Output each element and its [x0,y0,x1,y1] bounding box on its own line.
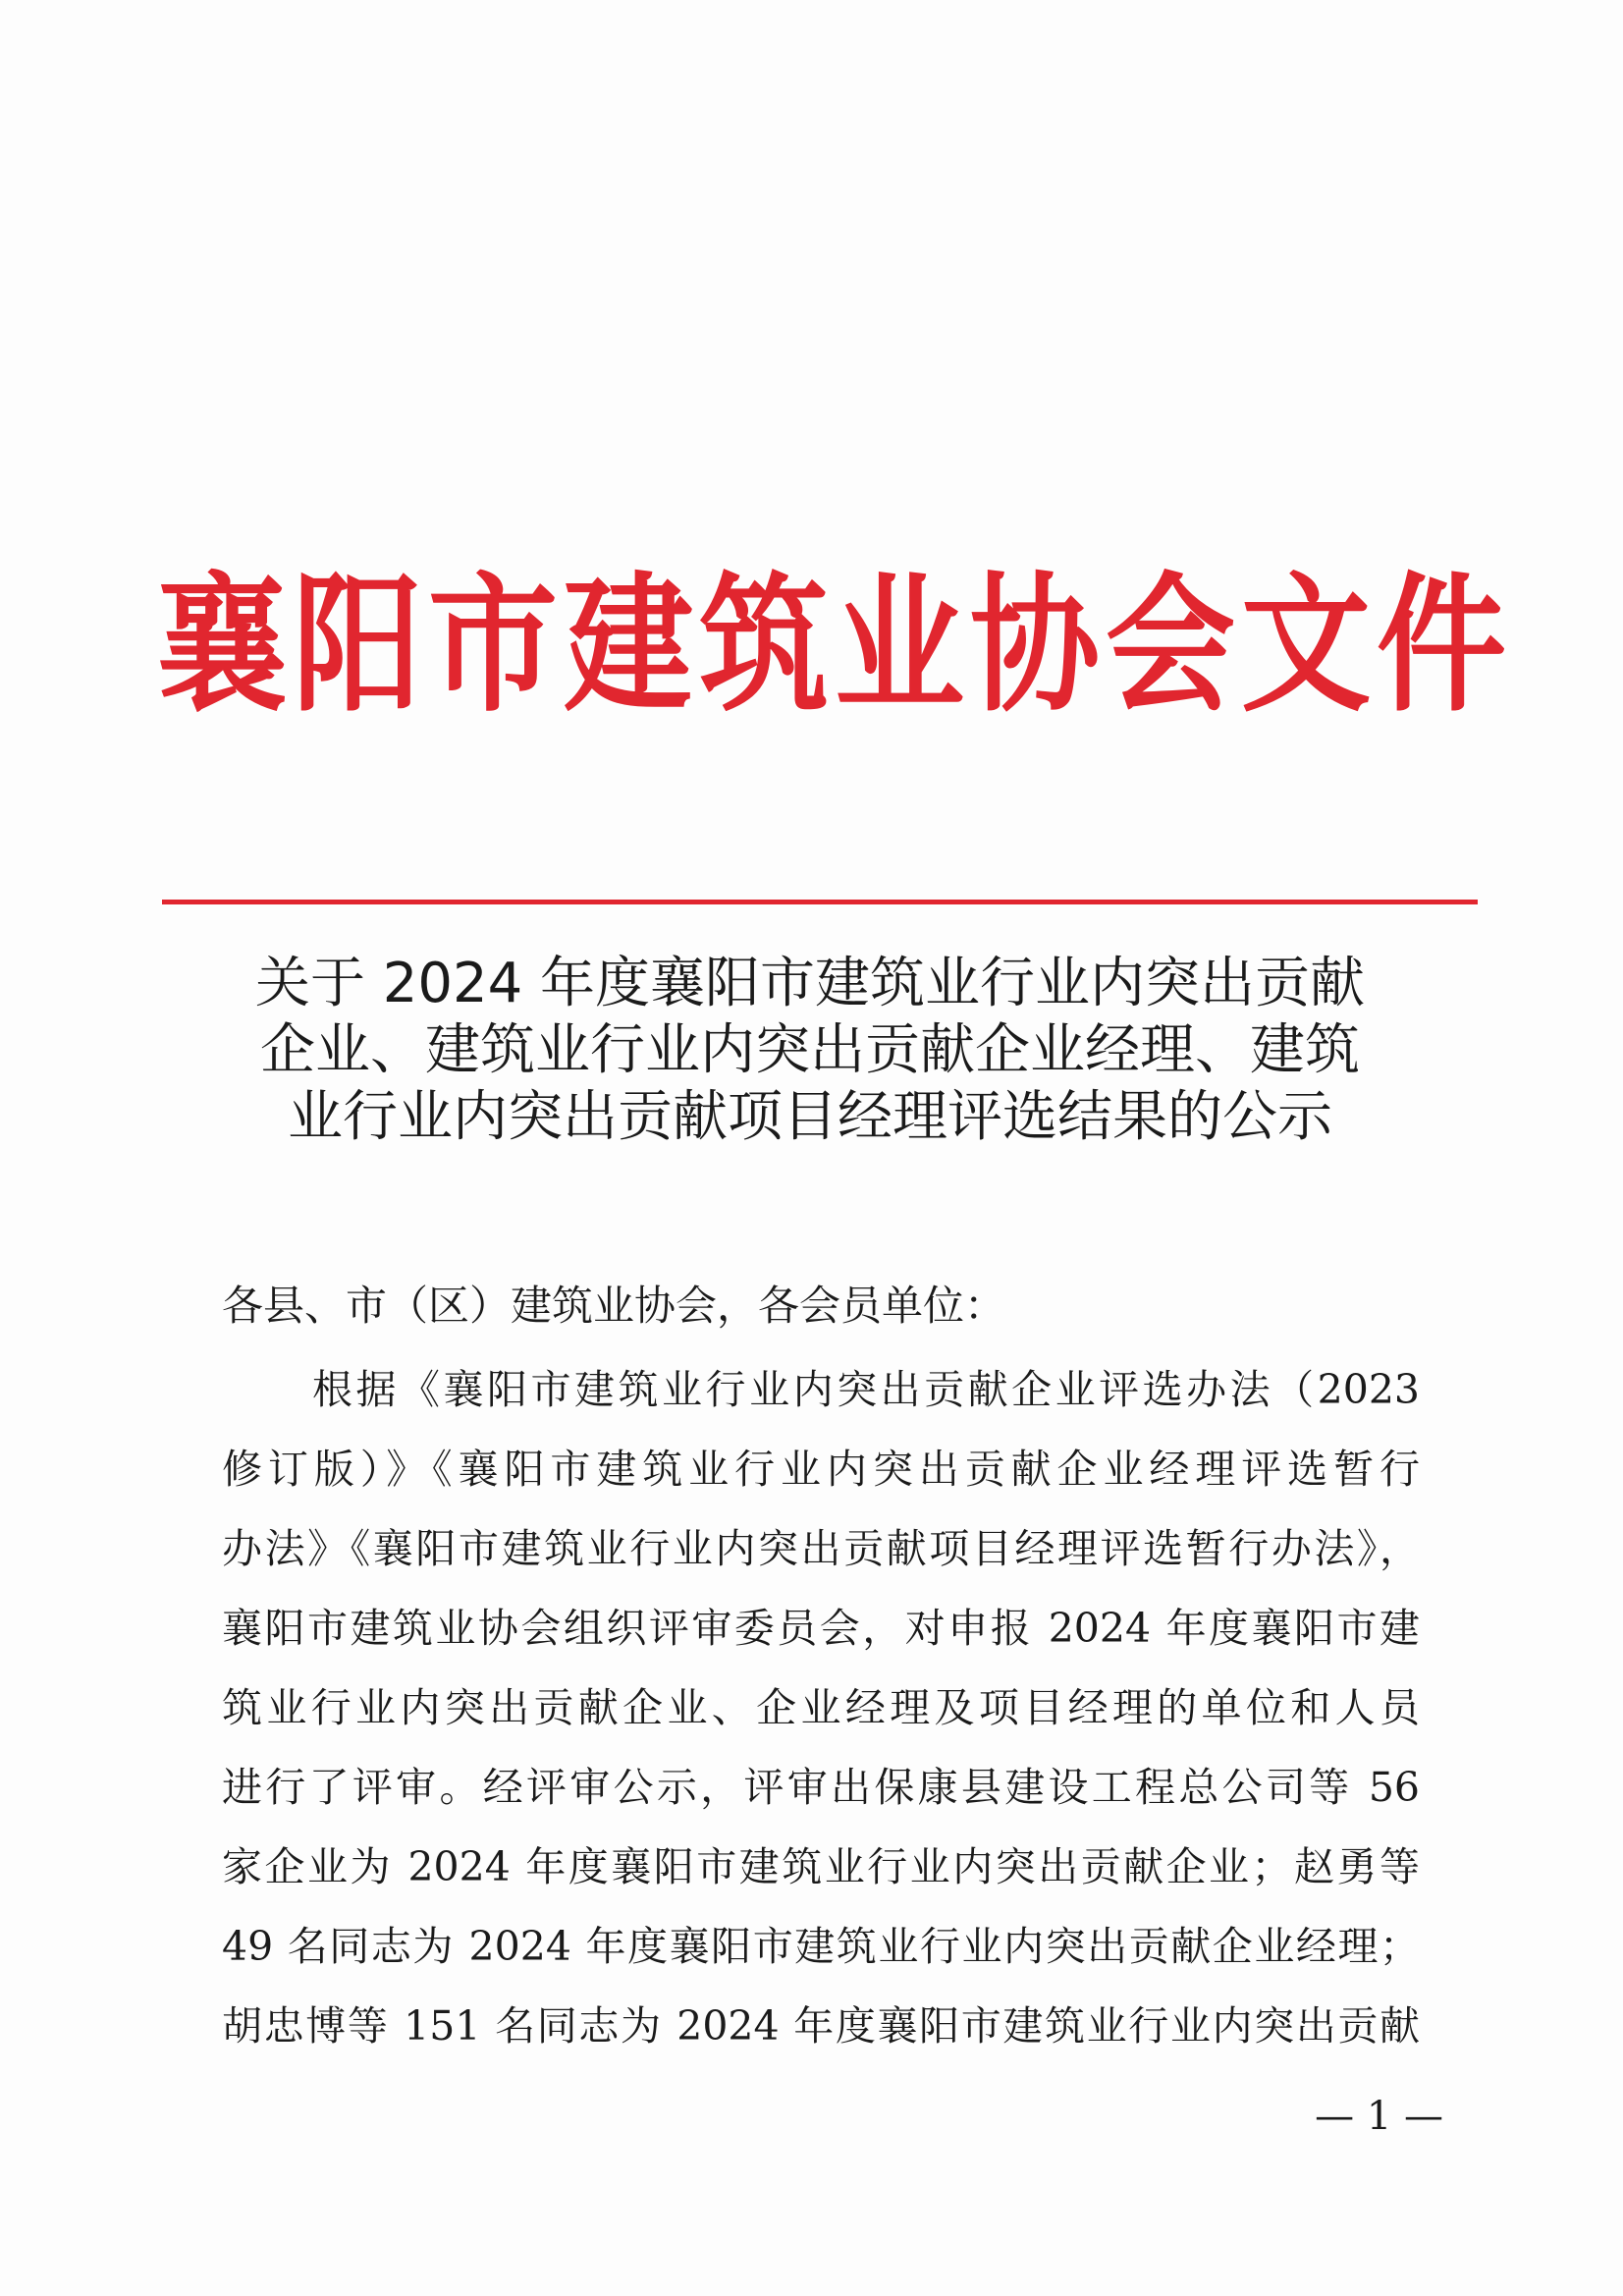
page-number: — 1 — [1315,2094,1443,2139]
body-line: 49 名同志为 2024 年度襄阳市建筑业行业内突出贡献企业经理； [222,1923,1420,1970]
body-line: 筑业行业内突出贡献企业、企业经理及项目经理的单位和人员 [222,1684,1420,1731]
body-line: 修订版）》《襄阳市建筑业行业内突出贡献企业经理评选暂行 [222,1446,1420,1493]
title-line: 企业、建筑业行业内突出贡献企业经理、建筑 [260,1018,1360,1082]
body-line: 进行了评审。经评审公示，评审出保康县建设工程总公司等 56 [222,1764,1420,1811]
red-divider-line [162,900,1478,904]
addressee-line: 各县、市（区）建筑业协会，各会员单位： [222,1282,1006,1330]
title-line: 业行业内突出贡献项目经理评选结果的公示 [288,1085,1332,1149]
body-paragraph [222,1350,1420,2066]
body-line: 办法》《襄阳市建筑业行业内突出贡献项目经理评选暂行办法》， [222,1525,1420,1572]
body-line: 胡忠博等 151 名同志为 2024 年度襄阳市建筑业行业内突出贡献 [222,2002,1420,2050]
title-line: 关于 2024 年度襄阳市建筑业行业内突出贡献 [254,952,1366,1015]
issuer-header: 襄阳市建筑业协会文件 [157,558,1512,734]
body-line: 根据《襄阳市建筑业行业内突出贡献企业评选办法（2023 [312,1366,1420,1413]
document-title [177,951,1443,1151]
body-line: 家企业为 2024 年度襄阳市建筑业行业内突出贡献企业；赵勇等 [222,1843,1420,1890]
body-line: 襄阳市建筑业协会组织评审委员会，对申报 2024 年度襄阳市建 [222,1605,1420,1652]
